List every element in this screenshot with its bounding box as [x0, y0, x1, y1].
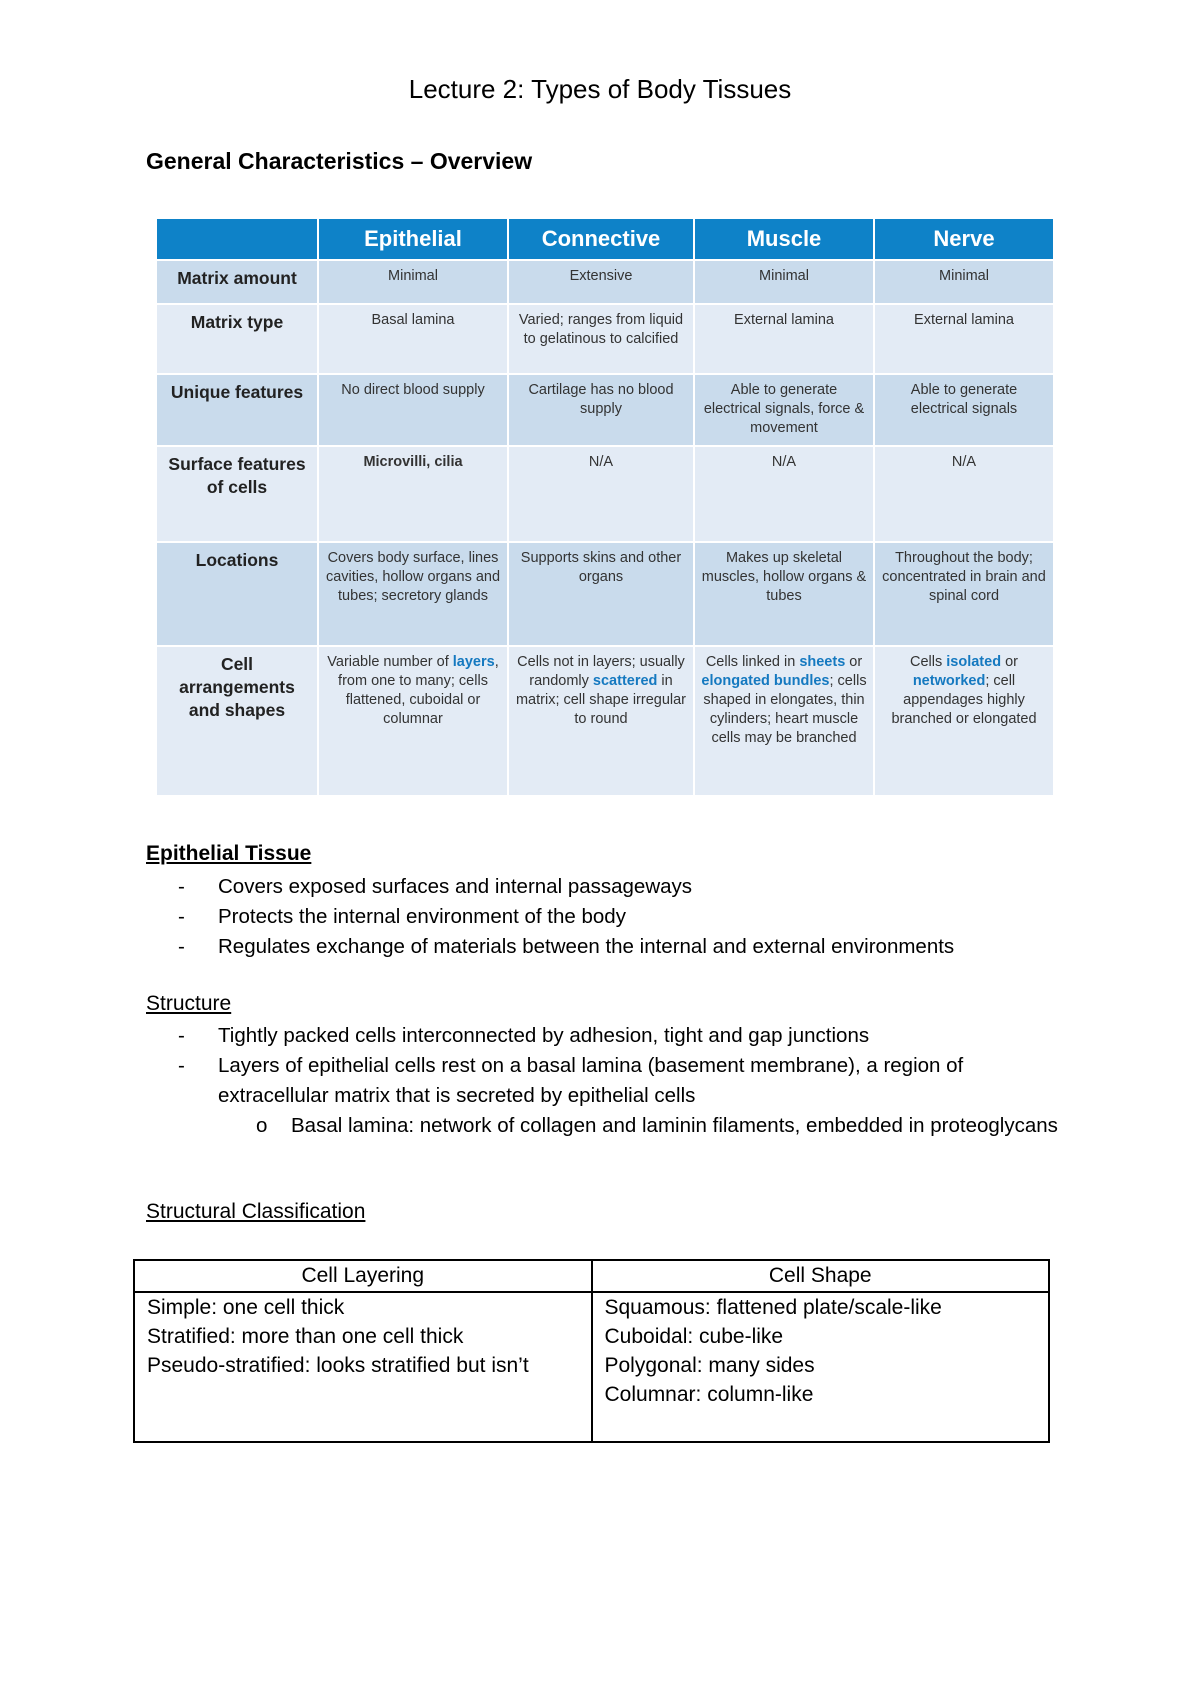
sub-list-item: o Basal lamina: network of collagen and laminin filaments, embedded in proteoglycans: [256, 1114, 1058, 1137]
column-header-layering: Cell Layering: [134, 1260, 592, 1292]
table-cell: Basal lamina: [319, 305, 507, 373]
shape-line: Columnar: column-like: [604, 1383, 814, 1406]
table-cell: Minimal: [695, 261, 873, 303]
row-header: Surface features of cells: [157, 447, 317, 541]
layering-cell: [134, 1292, 592, 1442]
corner-cell: [157, 219, 317, 259]
column-header-shape: Cell Shape: [592, 1260, 1050, 1292]
table-cell: N/A: [875, 447, 1053, 541]
table-cell: No direct blood supply: [319, 375, 507, 445]
row-surface-features: [157, 447, 1053, 541]
row-header: Unique features: [157, 375, 317, 445]
row-cell-arrangements: [157, 647, 1053, 795]
table-cell: Minimal: [319, 261, 507, 303]
overview-heading: General Characteristics – Overview: [146, 148, 533, 174]
layering-line: Stratified: more than one cell thick: [147, 1325, 464, 1348]
shape-line: Polygonal: many sides: [604, 1354, 815, 1377]
row-matrix-amount: [157, 261, 1053, 303]
row-header: Locations: [157, 543, 317, 645]
row-matrix-type: [157, 305, 1053, 373]
layering-line: Simple: one cell thick: [147, 1296, 345, 1319]
row-header: Matrix amount: [157, 261, 317, 303]
row-locations: [157, 543, 1053, 645]
table-cell: N/A: [695, 447, 873, 541]
overview-table: [155, 217, 1055, 797]
table-cell: Microvilli, cilia: [319, 447, 507, 541]
table-cell: External lamina: [875, 305, 1053, 373]
table-cell: Varied; ranges from liquid to gelatinous to calcified: [509, 305, 693, 373]
list-item: - Protects the internal environment of the body: [178, 905, 626, 928]
shape-line: Cuboidal: cube-like: [604, 1325, 784, 1348]
table-cell: Makes up skeletal muscles, hollow organs & tubes: [695, 543, 873, 645]
table-cell: Variable number of layers, from one to many; cells flattened, cuboidal or columnar: [319, 647, 507, 795]
table-cell: External lamina: [695, 305, 873, 373]
column-header-muscle: Muscle: [695, 219, 873, 259]
table-cell: N/A: [509, 447, 693, 541]
table-cell: Cells linked in sheets or elongated bundles; cells shaped in elongates, thin cylinders; heart muscle cells may be branched: [695, 647, 873, 795]
row-unique-features: [157, 375, 1053, 445]
row-header: Cell arrangements and shapes: [157, 647, 317, 795]
column-header-nerve: Nerve: [875, 219, 1053, 259]
epithelial-list: [178, 872, 1078, 962]
table-cell: Minimal: [875, 261, 1053, 303]
classification-body-row: [134, 1292, 1049, 1442]
page-title: Lecture 2: Types of Body Tissues: [408, 74, 792, 104]
list-item: - Layers of epithelial cells rest on a basal lamina (basement membrane), a region of extracellular matrix that is secreted by epithelial cells o Basal lamina: network of collagen and laminin filaments, embedded in proteoglycans: [178, 1051, 1078, 1141]
table-cell: Cartilage has no blood supply: [509, 375, 693, 445]
list-item: - Covers exposed surfaces and internal passageways: [178, 875, 693, 898]
table-cell: Cells isolated or networked; cell appendages highly branched or elongated: [875, 647, 1053, 795]
table-cell: Cells not in layers; usually randomly scattered in matrix; cell shape irregular to round: [509, 647, 693, 795]
table-cell: Extensive: [509, 261, 693, 303]
shape-line: Squamous: flattened plate/scale-like: [604, 1296, 942, 1319]
classification-table: [133, 1259, 1050, 1443]
list-item: - Tightly packed cells interconnected by adhesion, tight and gap junctions: [178, 1024, 870, 1047]
classification-heading: Structural Classification: [146, 1200, 366, 1223]
row-header: Matrix type: [157, 305, 317, 373]
epithelial-heading: Epithelial Tissue: [146, 842, 312, 865]
column-header-epithelial: Epithelial: [319, 219, 507, 259]
overview-header-row: [157, 219, 1053, 259]
table-cell: Supports skins and other organs: [509, 543, 693, 645]
sub-list: [218, 1111, 1078, 1141]
column-header-connective: Connective: [509, 219, 693, 259]
table-cell: Able to generate electrical signals: [875, 375, 1053, 445]
structure-heading: Structure: [146, 992, 232, 1015]
layering-line: Pseudo-stratified: looks stratified but isn’t: [147, 1354, 529, 1377]
table-cell: Able to generate electrical signals, force & movement: [695, 375, 873, 445]
table-cell: Throughout the body; concentrated in brain and spinal cord: [875, 543, 1053, 645]
structure-list: [178, 1021, 1078, 1141]
classification-header-row: [134, 1260, 1049, 1292]
list-item: - Regulates exchange of materials between the internal and external environments: [178, 935, 955, 958]
shape-cell: [592, 1292, 1050, 1442]
table-cell: Covers body surface, lines cavities, hollow organs and tubes; secretory glands: [319, 543, 507, 645]
